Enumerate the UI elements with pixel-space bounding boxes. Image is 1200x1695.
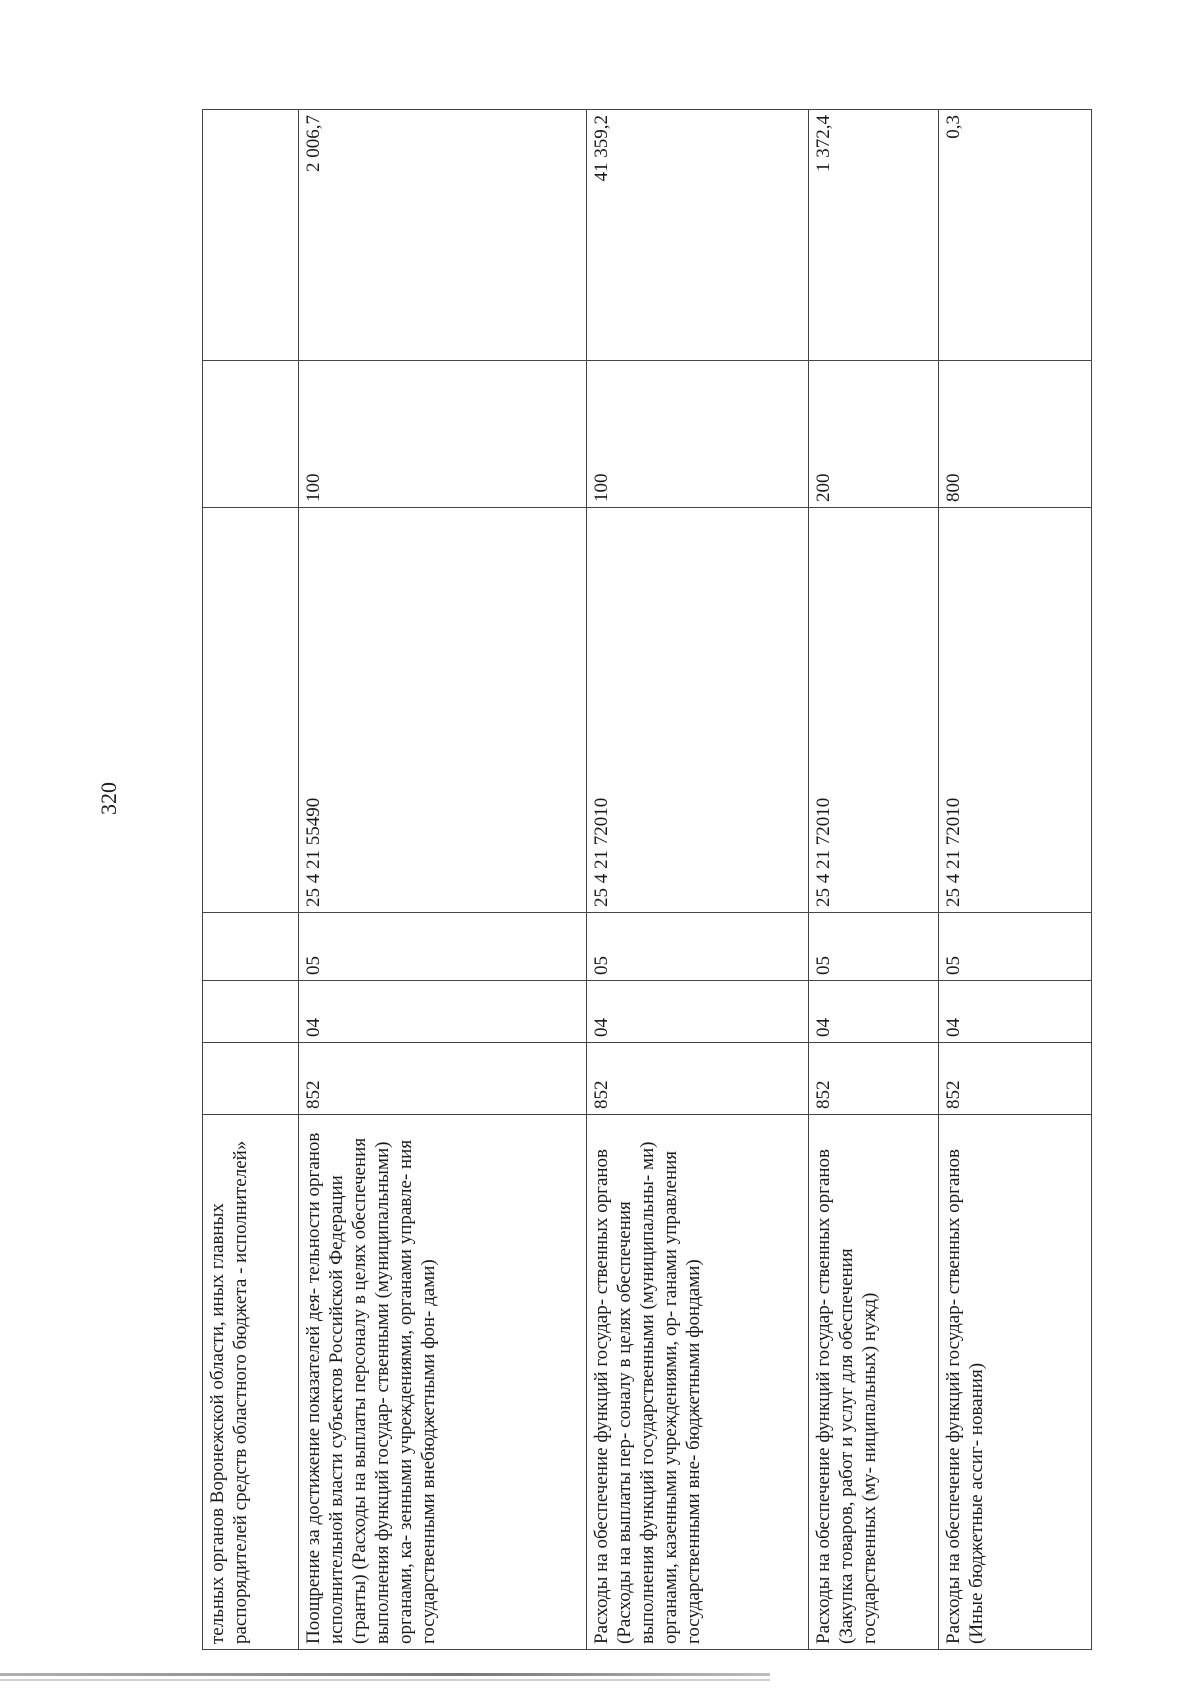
cell-description: Поощрение за достижение показателей дея- тельности органов исполнительной власти субъектов Российской Федерации (гранты) (Расходы на выплаты персоналу в целях обеспечения выполнения функций государ- ственными (муниципальными) органами, ка- зенными учреждениями, органами управле- ния государственными внебюджетными фон- дами) [299,1115,587,1650]
cell-ministry: 852 [299,1043,587,1115]
cell-section: 04 [809,981,939,1043]
cell-target-article: 25 4 21 72010 [587,508,809,913]
cell-description: Расходы на обеспечение функций государ- ственных органов (Закупка товаров, работ и услуг для обеспечения государственных (му- ниципальных) нужд) [809,1115,939,1650]
cell-amount: 1 372,4 [809,110,939,361]
budget-table-rotated [202,110,1091,1650]
cell-expense-type [203,361,299,508]
cell-expense-type: 200 [809,361,939,508]
cell-amount: 2 006,7 [299,110,587,361]
cell-description: Расходы на обеспечение функций государ- ственных органов (Иные бюджетные ассиг- нования) [939,1115,1092,1650]
cell-subsection: 05 [809,913,939,981]
cell-section: 04 [587,981,809,1043]
cell-target-article: 25 4 21 55490 [299,508,587,913]
cell-ministry: 852 [939,1043,1092,1115]
cell-expense-type: 100 [299,361,587,508]
cell-subsection: 05 [939,913,1092,981]
cell-amount: 0,3 [939,110,1092,361]
scan-edge-line [0,1673,770,1676]
cell-subsection: 05 [299,913,587,981]
cell-ministry: 852 [587,1043,809,1115]
cell-description: Расходы на обеспечение функций государ- ственных органов (Расходы на выплаты пер- соналу в целях обеспечения выполнения функций государственными (муниципальны- ми) органами, казенными учреждениями, ор- ганами управления государственными вне- бюджетными фондами) [587,1115,809,1650]
cell-description: тельных органов Воронежской области, иных главных распорядителей средств областного бюджета - исполнителей» [203,1115,299,1650]
table-row [299,110,587,1650]
cell-section: 04 [939,981,1092,1043]
cell-target-article: 25 4 21 72010 [809,508,939,913]
table-row [587,110,809,1650]
cell-amount [203,110,299,361]
cell-amount: 41 359,2 [587,110,809,361]
table-row [809,110,939,1650]
table-row [203,110,299,1650]
budget-table [202,109,1092,1650]
cell-target-article: 25 4 21 72010 [939,508,1092,913]
cell-target-article [203,508,299,913]
cell-expense-type: 800 [939,361,1092,508]
page-number: 320 [96,782,121,815]
cell-subsection [203,913,299,981]
cell-ministry [203,1043,299,1115]
cell-section: 04 [299,981,587,1043]
cell-section [203,981,299,1043]
cell-subsection: 05 [587,913,809,981]
cell-ministry: 852 [809,1043,939,1115]
cell-expense-type: 100 [587,361,809,508]
table-row [939,110,1092,1650]
scan-edge-shadow [0,1679,770,1681]
